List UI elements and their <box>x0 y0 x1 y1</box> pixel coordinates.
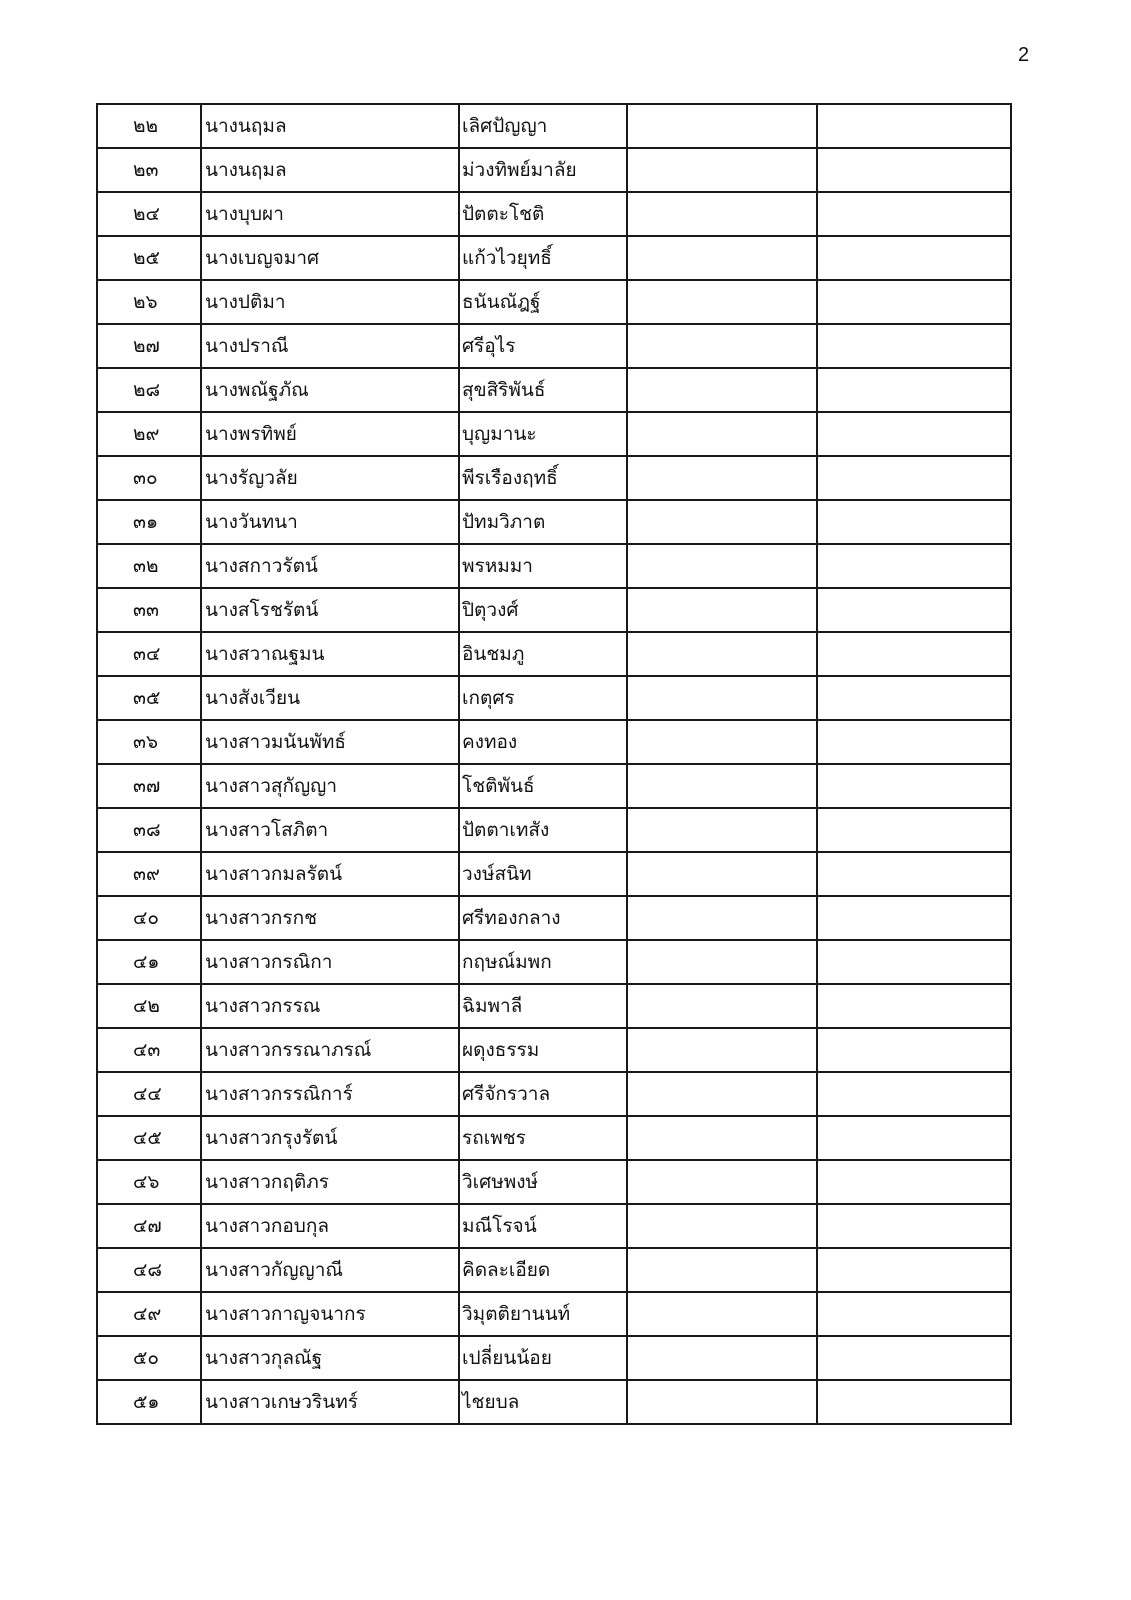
first-name-cell: นางสาวกฤติภร <box>201 1160 459 1204</box>
blank-cell-4 <box>627 1380 817 1424</box>
row-number-cell: ๓๐ <box>97 456 201 500</box>
row-number-cell: ๒๔ <box>97 192 201 236</box>
row-number-cell: ๓๗ <box>97 764 201 808</box>
first-name-cell: นางสกาวรัตน์ <box>201 544 459 588</box>
row-number-cell: ๔๘ <box>97 1248 201 1292</box>
blank-cell-4 <box>627 940 817 984</box>
last-name-cell: ศรีจักรวาล <box>459 1072 627 1116</box>
last-name-cell: เกตุศร <box>459 676 627 720</box>
blank-cell-4 <box>627 676 817 720</box>
first-name-cell: นางสังเวียน <box>201 676 459 720</box>
blank-cell-4 <box>627 1204 817 1248</box>
blank-cell-4 <box>627 1072 817 1116</box>
blank-cell-5 <box>817 808 1011 852</box>
last-name-cell: ศรีอุไร <box>459 324 627 368</box>
table-row <box>97 324 1011 368</box>
blank-cell-4 <box>627 984 817 1028</box>
blank-cell-5 <box>817 676 1011 720</box>
first-name-cell: นางสาวกอบกุล <box>201 1204 459 1248</box>
last-name-cell: แก้วไวยุทธิ์ <box>459 236 627 280</box>
row-number-cell: ๕๐ <box>97 1336 201 1380</box>
table-row <box>97 1160 1011 1204</box>
last-name-cell: คงทอง <box>459 720 627 764</box>
blank-cell-4 <box>627 808 817 852</box>
row-number-cell: ๒๖ <box>97 280 201 324</box>
row-number-cell: ๔๓ <box>97 1028 201 1072</box>
table-row <box>97 280 1011 324</box>
first-name-cell: นางสาวมนันพัทธ์ <box>201 720 459 764</box>
row-number-cell: ๔๖ <box>97 1160 201 1204</box>
last-name-cell: ศรีทองกลาง <box>459 896 627 940</box>
row-number-cell: ๒๗ <box>97 324 201 368</box>
blank-cell-4 <box>627 632 817 676</box>
blank-cell-4 <box>627 588 817 632</box>
table-row <box>97 940 1011 984</box>
blank-cell-4 <box>627 412 817 456</box>
row-number-cell: ๔๑ <box>97 940 201 984</box>
last-name-cell: ผดุงธรรม <box>459 1028 627 1072</box>
blank-cell-5 <box>817 1248 1011 1292</box>
blank-cell-4 <box>627 192 817 236</box>
row-number-cell: ๒๘ <box>97 368 201 412</box>
table-row <box>97 808 1011 852</box>
blank-cell-4 <box>627 500 817 544</box>
table-row <box>97 192 1011 236</box>
table-row <box>97 1248 1011 1292</box>
blank-cell-4 <box>627 1292 817 1336</box>
blank-cell-5 <box>817 1336 1011 1380</box>
blank-cell-5 <box>817 368 1011 412</box>
blank-cell-4 <box>627 1248 817 1292</box>
blank-cell-5 <box>817 412 1011 456</box>
last-name-cell: ปิตุวงศ์ <box>459 588 627 632</box>
table-row <box>97 544 1011 588</box>
row-number-cell: ๓๑ <box>97 500 201 544</box>
name-roster-table <box>96 103 1012 1425</box>
blank-cell-5 <box>817 280 1011 324</box>
row-number-cell: ๓๕ <box>97 676 201 720</box>
table-row <box>97 456 1011 500</box>
blank-cell-5 <box>817 940 1011 984</box>
first-name-cell: นางสาวกัญญาณี <box>201 1248 459 1292</box>
first-name-cell: นางสาวกรรณ <box>201 984 459 1028</box>
blank-cell-4 <box>627 764 817 808</box>
blank-cell-4 <box>627 852 817 896</box>
first-name-cell: นางสาวกรณิกา <box>201 940 459 984</box>
last-name-cell: ธนันณัฎฐ์ <box>459 280 627 324</box>
last-name-cell: ปัตตาเทสัง <box>459 808 627 852</box>
row-number-cell: ๓๘ <box>97 808 201 852</box>
blank-cell-4 <box>627 280 817 324</box>
blank-cell-5 <box>817 764 1011 808</box>
last-name-cell: บุญมานะ <box>459 412 627 456</box>
row-number-cell: ๓๒ <box>97 544 201 588</box>
first-name-cell: นางบุบผา <box>201 192 459 236</box>
blank-cell-4 <box>627 1336 817 1380</box>
last-name-cell: วิเศษพงษ์ <box>459 1160 627 1204</box>
blank-cell-5 <box>817 192 1011 236</box>
row-number-cell: ๔๒ <box>97 984 201 1028</box>
last-name-cell: มณีโรจน์ <box>459 1204 627 1248</box>
table-row <box>97 412 1011 456</box>
table-row <box>97 1336 1011 1380</box>
first-name-cell: นางสาวกาญจนากร <box>201 1292 459 1336</box>
table-row <box>97 984 1011 1028</box>
blank-cell-5 <box>817 1028 1011 1072</box>
table-row <box>97 676 1011 720</box>
first-name-cell: นางสาวกรกช <box>201 896 459 940</box>
table-row <box>97 852 1011 896</box>
row-number-cell: ๕๑ <box>97 1380 201 1424</box>
blank-cell-4 <box>627 544 817 588</box>
page-number: 2 <box>1018 44 1030 66</box>
table-row <box>97 764 1011 808</box>
last-name-cell: พรหมมา <box>459 544 627 588</box>
table-row <box>97 1204 1011 1248</box>
table-row <box>97 896 1011 940</box>
row-number-cell: ๔๐ <box>97 896 201 940</box>
last-name-cell: ไชยบล <box>459 1380 627 1424</box>
blank-cell-5 <box>817 1160 1011 1204</box>
blank-cell-4 <box>627 1116 817 1160</box>
blank-cell-4 <box>627 896 817 940</box>
last-name-cell: ฉิมพาลี <box>459 984 627 1028</box>
blank-cell-5 <box>817 104 1011 148</box>
first-name-cell: นางพณัฐภัณ <box>201 368 459 412</box>
blank-cell-5 <box>817 456 1011 500</box>
blank-cell-5 <box>817 632 1011 676</box>
row-number-cell: ๔๔ <box>97 1072 201 1116</box>
blank-cell-5 <box>817 1292 1011 1336</box>
last-name-cell: ปัทมวิภาต <box>459 500 627 544</box>
blank-cell-5 <box>817 852 1011 896</box>
table-row <box>97 588 1011 632</box>
row-number-cell: ๒๒ <box>97 104 201 148</box>
table-row <box>97 148 1011 192</box>
first-name-cell: นางสโรชรัตน์ <box>201 588 459 632</box>
blank-cell-5 <box>817 324 1011 368</box>
first-name-cell: นางพรทิพย์ <box>201 412 459 456</box>
row-number-cell: ๓๖ <box>97 720 201 764</box>
blank-cell-4 <box>627 368 817 412</box>
table-row <box>97 236 1011 280</box>
first-name-cell: นางสาวเกษวรินทร์ <box>201 1380 459 1424</box>
first-name-cell: นางปติมา <box>201 280 459 324</box>
table-row <box>97 720 1011 764</box>
blank-cell-5 <box>817 984 1011 1028</box>
first-name-cell: นางรัญวลัย <box>201 456 459 500</box>
blank-cell-5 <box>817 236 1011 280</box>
first-name-cell: นางสาวสุกัญญา <box>201 764 459 808</box>
blank-cell-4 <box>627 1028 817 1072</box>
table-row <box>97 632 1011 676</box>
first-name-cell: นางสาวกรรณาภรณ์ <box>201 1028 459 1072</box>
table-row <box>97 104 1011 148</box>
last-name-cell: วงษ์สนิท <box>459 852 627 896</box>
row-number-cell: ๔๗ <box>97 1204 201 1248</box>
row-number-cell: ๓๔ <box>97 632 201 676</box>
last-name-cell: วิมุตติยานนท์ <box>459 1292 627 1336</box>
row-number-cell: ๒๕ <box>97 236 201 280</box>
table-row <box>97 1380 1011 1424</box>
last-name-cell: เปลี่ยนน้อย <box>459 1336 627 1380</box>
table-row <box>97 1292 1011 1336</box>
first-name-cell: นางเบญจมาศ <box>201 236 459 280</box>
blank-cell-5 <box>817 896 1011 940</box>
blank-cell-5 <box>817 1204 1011 1248</box>
row-number-cell: ๓๓ <box>97 588 201 632</box>
blank-cell-4 <box>627 720 817 764</box>
row-number-cell: ๒๙ <box>97 412 201 456</box>
row-number-cell: ๒๓ <box>97 148 201 192</box>
blank-cell-5 <box>817 1072 1011 1116</box>
first-name-cell: นางนฤมล <box>201 104 459 148</box>
blank-cell-5 <box>817 588 1011 632</box>
first-name-cell: นางสาวกรุงรัตน์ <box>201 1116 459 1160</box>
first-name-cell: นางปราณี <box>201 324 459 368</box>
last-name-cell: สุขสิริพันธ์ <box>459 368 627 412</box>
last-name-cell: คิดละเอียด <box>459 1248 627 1292</box>
first-name-cell: นางสวาณฐมน <box>201 632 459 676</box>
roster-body <box>97 104 1011 1424</box>
blank-cell-5 <box>817 544 1011 588</box>
blank-cell-5 <box>817 1116 1011 1160</box>
blank-cell-4 <box>627 236 817 280</box>
last-name-cell: รถเพชร <box>459 1116 627 1160</box>
blank-cell-5 <box>817 148 1011 192</box>
blank-cell-4 <box>627 1160 817 1204</box>
last-name-cell: โชติพันธ์ <box>459 764 627 808</box>
blank-cell-5 <box>817 1380 1011 1424</box>
row-number-cell: ๔๕ <box>97 1116 201 1160</box>
table-row <box>97 1028 1011 1072</box>
last-name-cell: เลิศปัญญา <box>459 104 627 148</box>
first-name-cell: นางสาวกุลณัฐ <box>201 1336 459 1380</box>
table-row <box>97 368 1011 412</box>
first-name-cell: นางนฤมล <box>201 148 459 192</box>
first-name-cell: นางวันทนา <box>201 500 459 544</box>
last-name-cell: ม่วงทิพย์มาลัย <box>459 148 627 192</box>
first-name-cell: นางสาวกรรณิการ์ <box>201 1072 459 1116</box>
row-number-cell: ๔๙ <box>97 1292 201 1336</box>
blank-cell-5 <box>817 720 1011 764</box>
last-name-cell: ปัตตะโชติ <box>459 192 627 236</box>
blank-cell-4 <box>627 148 817 192</box>
blank-cell-4 <box>627 104 817 148</box>
table-row <box>97 500 1011 544</box>
first-name-cell: นางสาวกมลรัตน์ <box>201 852 459 896</box>
last-name-cell: พีรเรืองฤทธิ์ <box>459 456 627 500</box>
blank-cell-4 <box>627 456 817 500</box>
blank-cell-4 <box>627 324 817 368</box>
last-name-cell: อินชมภู <box>459 632 627 676</box>
row-number-cell: ๓๙ <box>97 852 201 896</box>
blank-cell-5 <box>817 500 1011 544</box>
last-name-cell: กฤษณ์มพก <box>459 940 627 984</box>
first-name-cell: นางสาวโสภิตา <box>201 808 459 852</box>
table-row <box>97 1116 1011 1160</box>
table-row <box>97 1072 1011 1116</box>
